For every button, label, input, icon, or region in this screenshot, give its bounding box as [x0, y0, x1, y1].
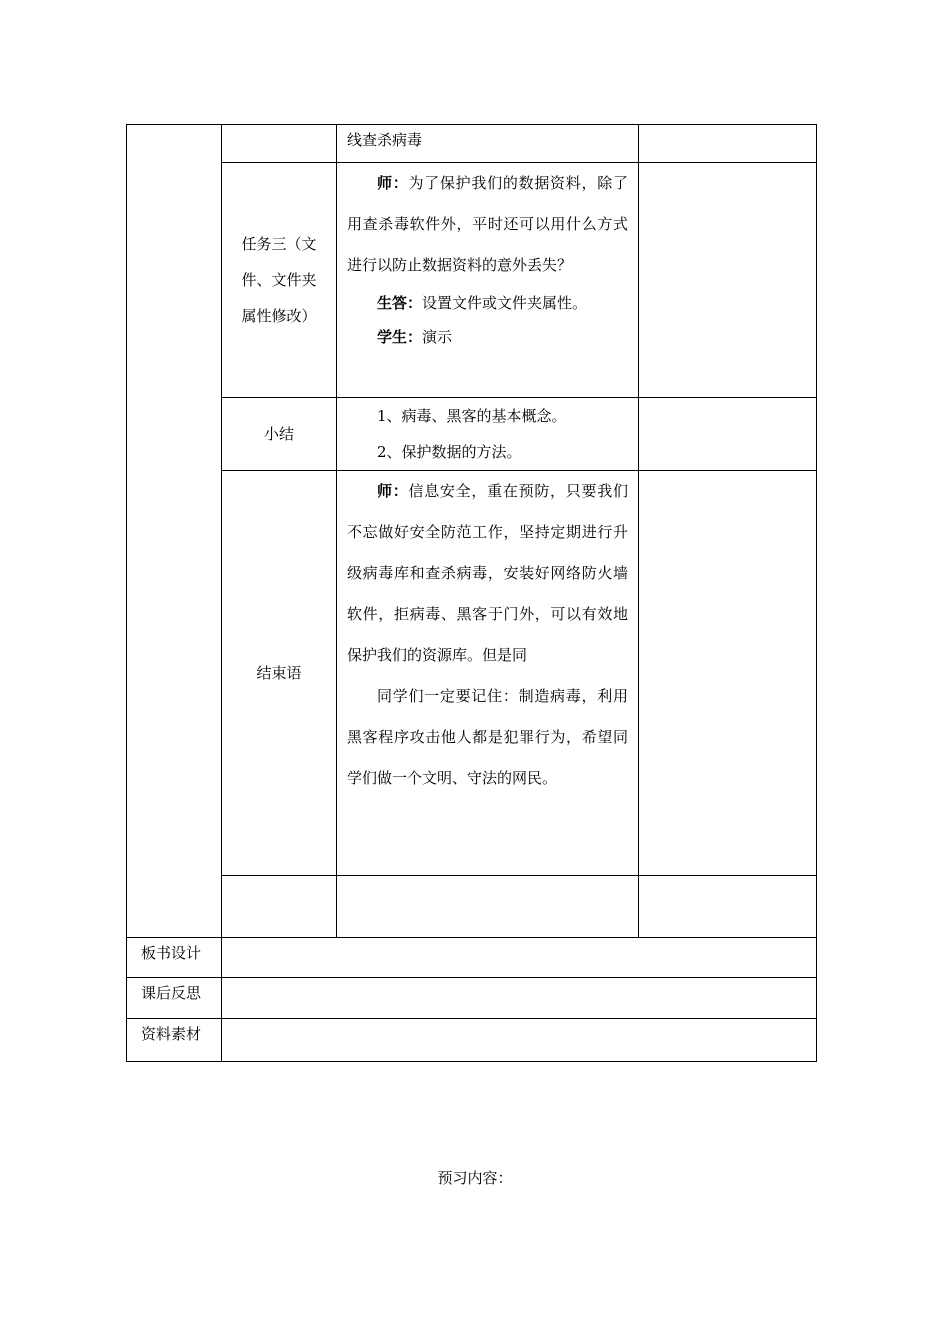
notes-cell	[639, 163, 817, 398]
closing-paragraph-2: 同学们一定要记住：制造病毒，利用黑客程序攻击他人都是犯罪行为，希望同学们做一个文明、守法的网民。	[347, 687, 628, 787]
speaker-label: 学生：	[377, 328, 423, 346]
table-row	[127, 125, 817, 163]
table-row	[127, 471, 817, 876]
summary-item-1: 1、病毒、黑客的基本概念。	[377, 407, 567, 425]
table-row	[127, 938, 817, 978]
task3-teacher-line	[347, 163, 628, 286]
summary-label: 小结	[222, 398, 337, 471]
table-row	[127, 1019, 817, 1062]
task3-content	[337, 163, 639, 398]
preview-content-heading: 预习内容：	[437, 1169, 513, 1187]
student-action: 演示	[422, 328, 453, 346]
summary-item-2: 2、保护数据的方法。	[377, 443, 522, 461]
teacher-question: 为了保护我们的数据资料，除了用查杀毒软件外，平时还可以用什么方式进行以防止数据资料的意外丢失？	[347, 174, 628, 274]
left-merged-cell	[127, 125, 222, 938]
table-row	[127, 978, 817, 1019]
empty-cell	[337, 876, 639, 938]
closing-paragraph-1	[347, 471, 628, 676]
reflection-label: 课后反思	[127, 978, 222, 1019]
notes-cell	[639, 398, 817, 471]
table-row	[127, 398, 817, 471]
task3-answer-line	[347, 286, 628, 320]
empty-cell	[222, 876, 337, 938]
task3-label: 任务三（文件、文件夹属性修改）	[222, 163, 337, 398]
speaker-label: 生答：	[377, 294, 423, 312]
board-design-label: 板书设计	[127, 938, 222, 978]
notes-cell	[639, 471, 817, 876]
notes-cell	[639, 125, 817, 163]
materials-label: 资料素材	[127, 1019, 222, 1062]
task3-student-line	[347, 320, 628, 354]
continuation-text: 线查杀病毒	[347, 131, 423, 149]
closing-label: 结束语	[222, 471, 337, 876]
closing-text-1: 信息安全，重在预防，只要我们不忘做好安全防范工作，坚持定期进行升级病毒库和查杀病毒，安装好网络防火墙软件，拒病毒、黑客于门外，可以有效地保护我们的资源库。但是同	[347, 482, 628, 664]
materials-cell	[222, 1019, 817, 1062]
empty-cell	[639, 876, 817, 938]
lesson-plan-table	[126, 124, 817, 1062]
closing-content	[337, 471, 639, 876]
board-design-cell	[222, 938, 817, 978]
table-row	[127, 163, 817, 398]
task-label-cell	[222, 125, 337, 163]
speaker-label: 师：	[377, 482, 409, 500]
summary-content	[337, 398, 639, 471]
content-cell	[337, 125, 639, 163]
table-row	[127, 876, 817, 938]
speaker-label: 师：	[377, 174, 409, 192]
reflection-cell	[222, 978, 817, 1019]
student-answer: 设置文件或文件夹属性。	[422, 294, 588, 312]
